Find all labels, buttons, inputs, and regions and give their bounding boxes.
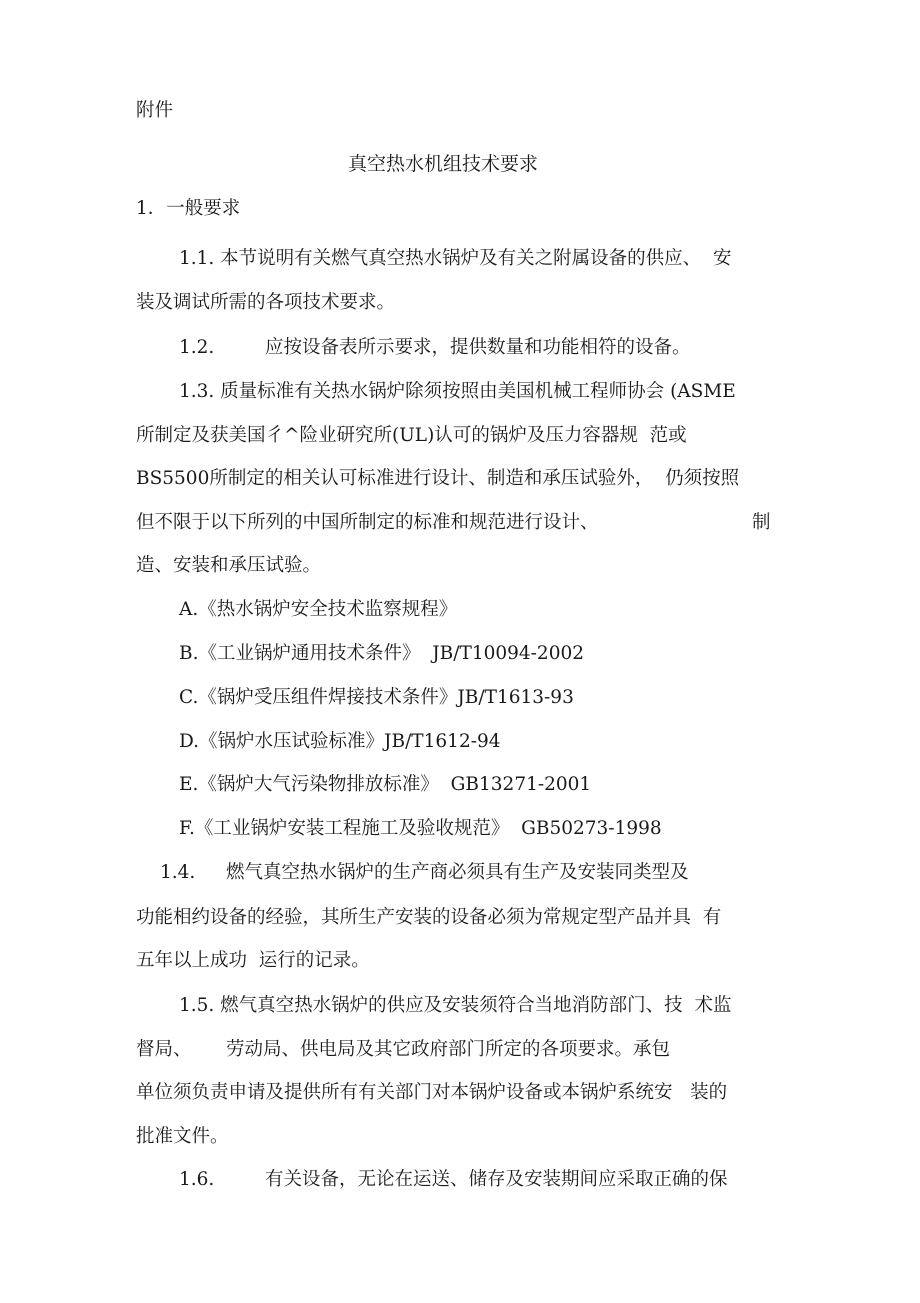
section-heading: 1．一般要求	[136, 198, 241, 219]
page-title: 真空热水机组技术要求	[348, 153, 539, 175]
paragraph-1-4-number: 1.4.	[160, 862, 196, 883]
standard-item-a: A.《热水锅炉安全技术监察规程》	[179, 599, 458, 620]
paragraph-1-3-line-4: 但不限于以下所列的中国所制定的标准和规范进行设计、	[136, 512, 599, 533]
paragraph-1-5-line-2: 劳动局、供电局及其它政府部门所定的各项要求。承包	[226, 1039, 671, 1060]
attachment-label: 附件	[136, 100, 174, 121]
paragraph-1-3-line-3: BS5500所制定的相关认可标准进行设计、制造和承压试验外， 仍须按照	[136, 468, 740, 489]
paragraph-1-4-line-1: 燃气真空热水锅炉的生产商必须具有生产及安装同类型及	[226, 862, 689, 883]
paragraph-1-6-number: 1.6.	[179, 1169, 215, 1190]
paragraph-1-1-line-1: 1.1. 本节说明有关燃气真空热水锅炉及有关之附属设备的供应、 安	[179, 248, 732, 269]
paragraph-1-6-text: 有关设备，无论在运送、储存及安装期间应采取正确的保	[265, 1169, 728, 1190]
standard-item-c: C.《锅炉受压组件焊接技术条件》JB/T1613-93	[179, 687, 574, 708]
paragraph-1-4-line-2: 功能相约设备的经验，其所生产安装的设备必须为常规定型产品并具 有	[136, 907, 722, 928]
paragraph-1-3-line-4-end: 制	[752, 512, 771, 533]
paragraph-1-1-line-2: 装及调试所需的各项技术要求。	[136, 292, 396, 313]
paragraph-1-3-line-2: 所制定及获美国彳^险业研究所(UL)认可的锅炉及压力容器规 范或	[136, 425, 687, 446]
standard-item-b: B.《工业锅炉通用技术条件》 JB/T10094-2002	[179, 643, 585, 664]
standard-item-f: F.《工业锅炉安装工程施工及验收规范》 GB50273-1998	[179, 818, 662, 839]
standard-item-e: E.《锅炉大气污染物排放标准》 GB13271-2001	[179, 774, 592, 795]
paragraph-1-2-number: 1.2.	[179, 337, 215, 358]
paragraph-1-5-line-3: 单位须负责申请及提供所有有关部门对本锅炉设备或本锅炉系统安 装的	[136, 1082, 728, 1103]
paragraph-1-3-line-5: 造、安装和承压试验。	[136, 555, 322, 576]
paragraph-1-5-line-4: 批准文件。	[136, 1126, 229, 1147]
standard-item-d: D.《锅炉水压试验标准》JB/T1612-94	[179, 731, 501, 752]
paragraph-1-3-line-1: 1.3. 质量标准有关热水锅炉除须按照由美国机械工程师协会 (ASME	[179, 381, 736, 402]
paragraph-1-4-line-3: 五年以上成功 运行的记录。	[136, 950, 370, 971]
paragraph-1-5-line-1: 1.5. 燃气真空热水锅炉的供应及安装须符合当地消防部门、技 术监	[179, 995, 732, 1016]
paragraph-1-2-text: 应按设备表所示要求，提供数量和功能相符的设备。	[265, 337, 691, 358]
paragraph-1-5-line-2-start: 督局、	[136, 1039, 192, 1060]
